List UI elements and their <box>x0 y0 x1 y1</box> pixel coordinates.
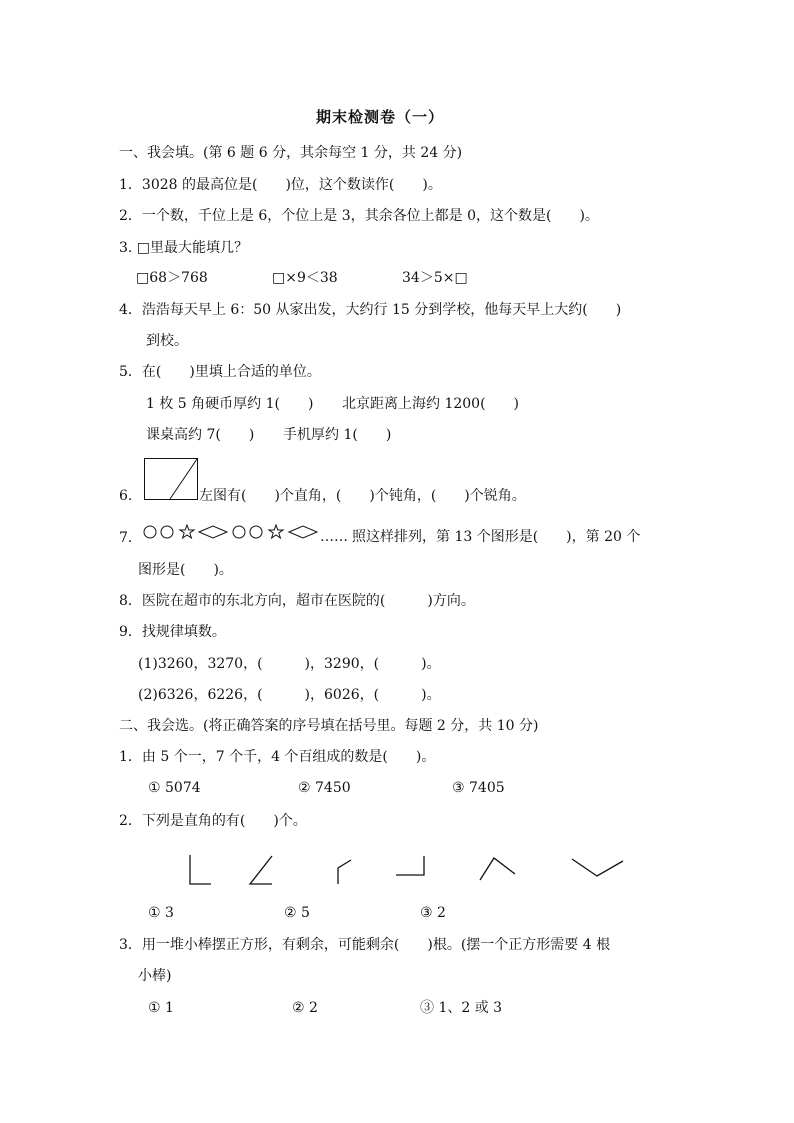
question-2-3-option-2: ② 2 <box>292 1000 318 1016</box>
angle-figure-5 <box>480 858 515 880</box>
angle-figure-2 <box>250 856 272 884</box>
question-1-5-item-b: 北京距离上海约 1200( ) <box>342 396 520 412</box>
question-1-3-item-c: 34＞5×□ <box>402 270 468 286</box>
diamond-icon <box>289 526 317 538</box>
question-2-3-line2: 小棒) <box>138 968 172 984</box>
question-2-3-option-3: ③ 1、2 或 3 <box>420 1000 503 1016</box>
question-2-2-option-2: ② 5 <box>284 905 310 921</box>
question-1-2: 2．一个数，千位上是 6，个位上是 3，其余各位上都是 0，这个数是( )。 <box>119 208 599 224</box>
question-1-5-item-c: 课桌高约 7( ) <box>146 427 255 443</box>
question-1-5-item-d: 手机厚约 1( ) <box>283 427 392 443</box>
angle-figure-4 <box>396 856 424 875</box>
shape-sequence <box>143 522 321 542</box>
page-title: 期末检测卷（一） <box>316 108 445 126</box>
question-2-2-stem: 2．下列是直角的有( )个。 <box>119 813 307 829</box>
question-2-1-stem: 1．由 5 个一，7 个千，4 个百组成的数是( )。 <box>119 749 436 765</box>
question-1-9-stem: 9．找规律填数。 <box>119 624 226 640</box>
star-icon <box>180 525 194 538</box>
question-1-7-line2: 图形是( )。 <box>138 562 233 578</box>
question-1-1: 1．3028 的最高位是( )位，这个数读作( )。 <box>119 177 442 193</box>
question-2-3-option-1: ① 1 <box>148 1000 174 1016</box>
question-1-3-item-a: □68＞768 <box>136 270 208 286</box>
question-2-2-option-1: ① 3 <box>148 905 174 921</box>
question-2-1-option-1: ① 5074 <box>148 780 201 796</box>
question-1-8: 8．医院在超市的东北方向，超市在医院的( )方向。 <box>119 593 475 609</box>
question-1-7-number: 7. <box>119 530 133 546</box>
question-1-3-stem: 3. □里最大能填几？ <box>119 240 249 256</box>
question-1-7-ellipsis: …… <box>320 529 348 545</box>
question-1-5-stem: 5．在( )里填上合适的单位。 <box>119 364 321 380</box>
circle-icon <box>144 526 156 538</box>
question-1-7-line1: 照这样排列，第 13 个图形是( )，第 20 个 <box>352 529 641 545</box>
question-1-9-row2: (2)6326，6226，( )，6026，( )。 <box>138 687 441 703</box>
rectangle-diagonal-figure <box>144 458 198 500</box>
question-2-2-option-3: ③ 2 <box>420 905 446 921</box>
question-2-3-line1: 3．用一堆小棒摆正方形，有剩余，可能剩余( )根。(摆一个正方形需要 4 根 <box>119 937 611 953</box>
question-1-4-line1: 4．浩浩每天早上 6：50 从家出发，大约行 15 分到学校，他每天早上大约( ) <box>119 302 622 318</box>
angle-figure-1 <box>190 855 211 884</box>
circle-icon <box>161 526 173 538</box>
question-2-1-option-2: ② 7450 <box>298 780 351 796</box>
circle-icon <box>233 526 245 538</box>
angle-figures <box>185 852 645 892</box>
question-1-4-line2: 到校。 <box>146 333 188 349</box>
question-1-5-item-a: 1 枚 5 角硬币厚约 1( ) <box>146 396 314 412</box>
section-2-header: 二、我会选。(将正确答案的序号填在括号里。每题 2 分，共 10 分) <box>119 718 539 734</box>
angle-figure-3 <box>338 860 351 884</box>
diamond-icon <box>199 526 227 538</box>
angle-figure-6 <box>572 859 623 876</box>
question-1-6-number: 6. <box>119 488 133 504</box>
circle-icon <box>250 526 262 538</box>
question-2-1-option-3: ③ 7405 <box>452 780 505 796</box>
question-1-3-item-b: □×9＜38 <box>272 270 338 286</box>
star-icon <box>269 525 283 538</box>
question-1-9-row1: (1)3260，3270，( )，3290，( )。 <box>138 656 441 672</box>
section-1-header: 一、我会填。(第 6 题 6 分，其余每空 1 分，共 24 分) <box>119 145 463 161</box>
question-1-6-text: 左图有( )个直角，( )个钝角，( )个锐角。 <box>199 488 526 504</box>
